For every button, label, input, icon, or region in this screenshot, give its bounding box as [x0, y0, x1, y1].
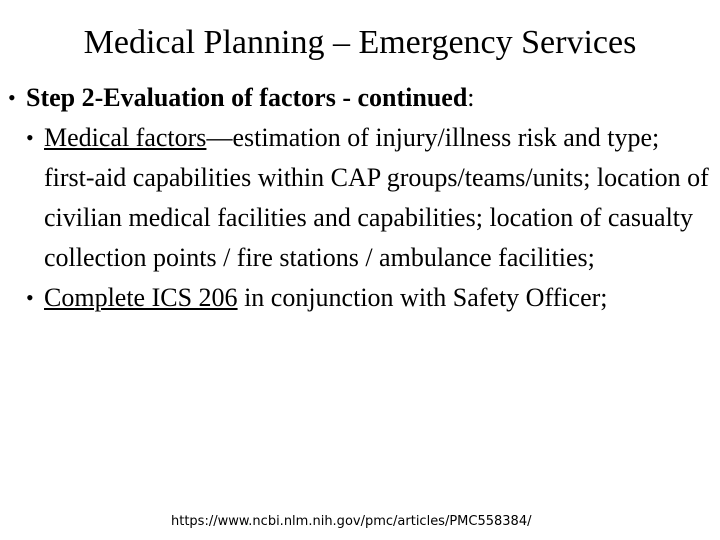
medical-factors-bullet — [0, 118, 716, 278]
slide-title: Medical Planning – Emergency Services — [83, 24, 637, 61]
source-link[interactable]: https://www.ncbi.nlm.nih.gov/pmc/articles/PMC558384/ — [171, 514, 532, 529]
bullet-list — [0, 78, 720, 318]
step-bullet — [0, 78, 720, 118]
step-colon: : — [467, 83, 475, 112]
bullet-marker: • — [8, 85, 16, 110]
medical-factors-term: Medical factors — [44, 123, 207, 152]
bullet-marker: • — [26, 125, 34, 150]
bullet-marker: • — [26, 285, 34, 310]
medical-factors-text: —estimation of injury/illness risk and type; first-aid capabilities within CAP groups/teams/units; location of civilian medical facilities and capabilities; location of casualty collection points / fire stations / ambulance facilities; — [44, 123, 709, 272]
ics-206-bullet — [0, 278, 716, 318]
ics-206-text: in conjunction with Safety Officer; — [237, 283, 608, 312]
step-heading: Step 2-Evaluation of factors - continued — [26, 83, 468, 112]
ics-206-term: Complete ICS 206 — [44, 283, 238, 312]
